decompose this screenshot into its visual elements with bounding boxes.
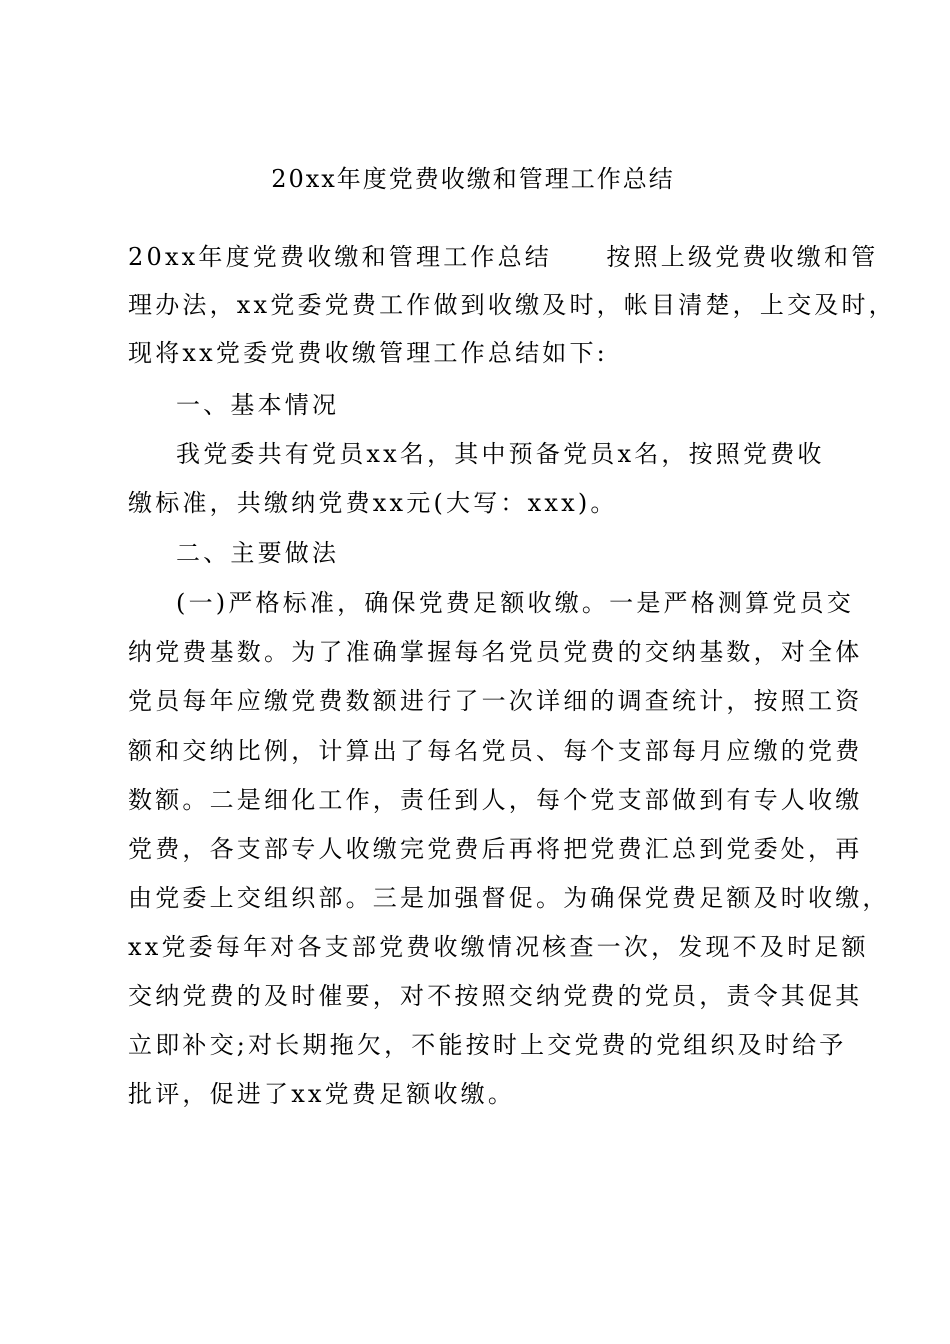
body-line-5: 我党委共有党员xx名，其中预备党员x名，按照党费收: [176, 440, 825, 468]
section-heading-basic: 一、基本情况: [176, 391, 340, 419]
body-line-6: 缴标准，共缴纳党费xx元(大写：xxx)。: [128, 489, 618, 517]
body-line-2: 理办法，xx党委党费工作做到收缴及时，帐目清楚，上交及时，: [128, 291, 896, 319]
body-line-9: 纳党费基数。为了准确掌握每名党员党费的交纳基数，对全体: [128, 638, 863, 666]
body-line-8: (一)严格标准，确保党费足额收缴。一是严格测算党员交: [176, 589, 854, 617]
body-line-10: 党员每年应缴党费数额进行了一次详细的调查统计，按照工资: [128, 687, 863, 715]
body-line-17: 立即补交;对长期拖欠，不能按时上交党费的党组织及时给予: [128, 1031, 847, 1059]
body-line-11: 额和交纳比例，计算出了每名党员、每个支部每月应缴的党费: [128, 737, 863, 765]
body-line-16: 交纳党费的及时催要，对不按照交纳党费的党员，责令其促其: [128, 982, 863, 1010]
body-line-12: 数额。二是细化工作，责任到人，每个党支部做到有专人收缴: [128, 786, 863, 814]
body-line-15: xx党委每年对各支部党费收缴情况核查一次，发现不及时足额: [128, 933, 869, 961]
body-line-1: 20xx年度党费收缴和管理工作总结 按照上级党费收缴和管: [128, 243, 879, 271]
body-line-14: 由党委上交组织部。三是加强督促。为确保党费足额及时收缴，: [128, 884, 890, 912]
section-heading-methods: 二、主要做法: [176, 539, 340, 567]
body-line-3: 现将xx党委党费收缴管理工作总结如下:: [128, 339, 608, 367]
body-line-18: 批评，促进了xx党费足额收缴。: [128, 1080, 516, 1108]
document-title: 20xx年度党费收缴和管理工作总结: [271, 165, 675, 193]
body-line-13: 党费，各支部专人收缴完党费后再将把党费汇总到党委处，再: [128, 835, 863, 863]
